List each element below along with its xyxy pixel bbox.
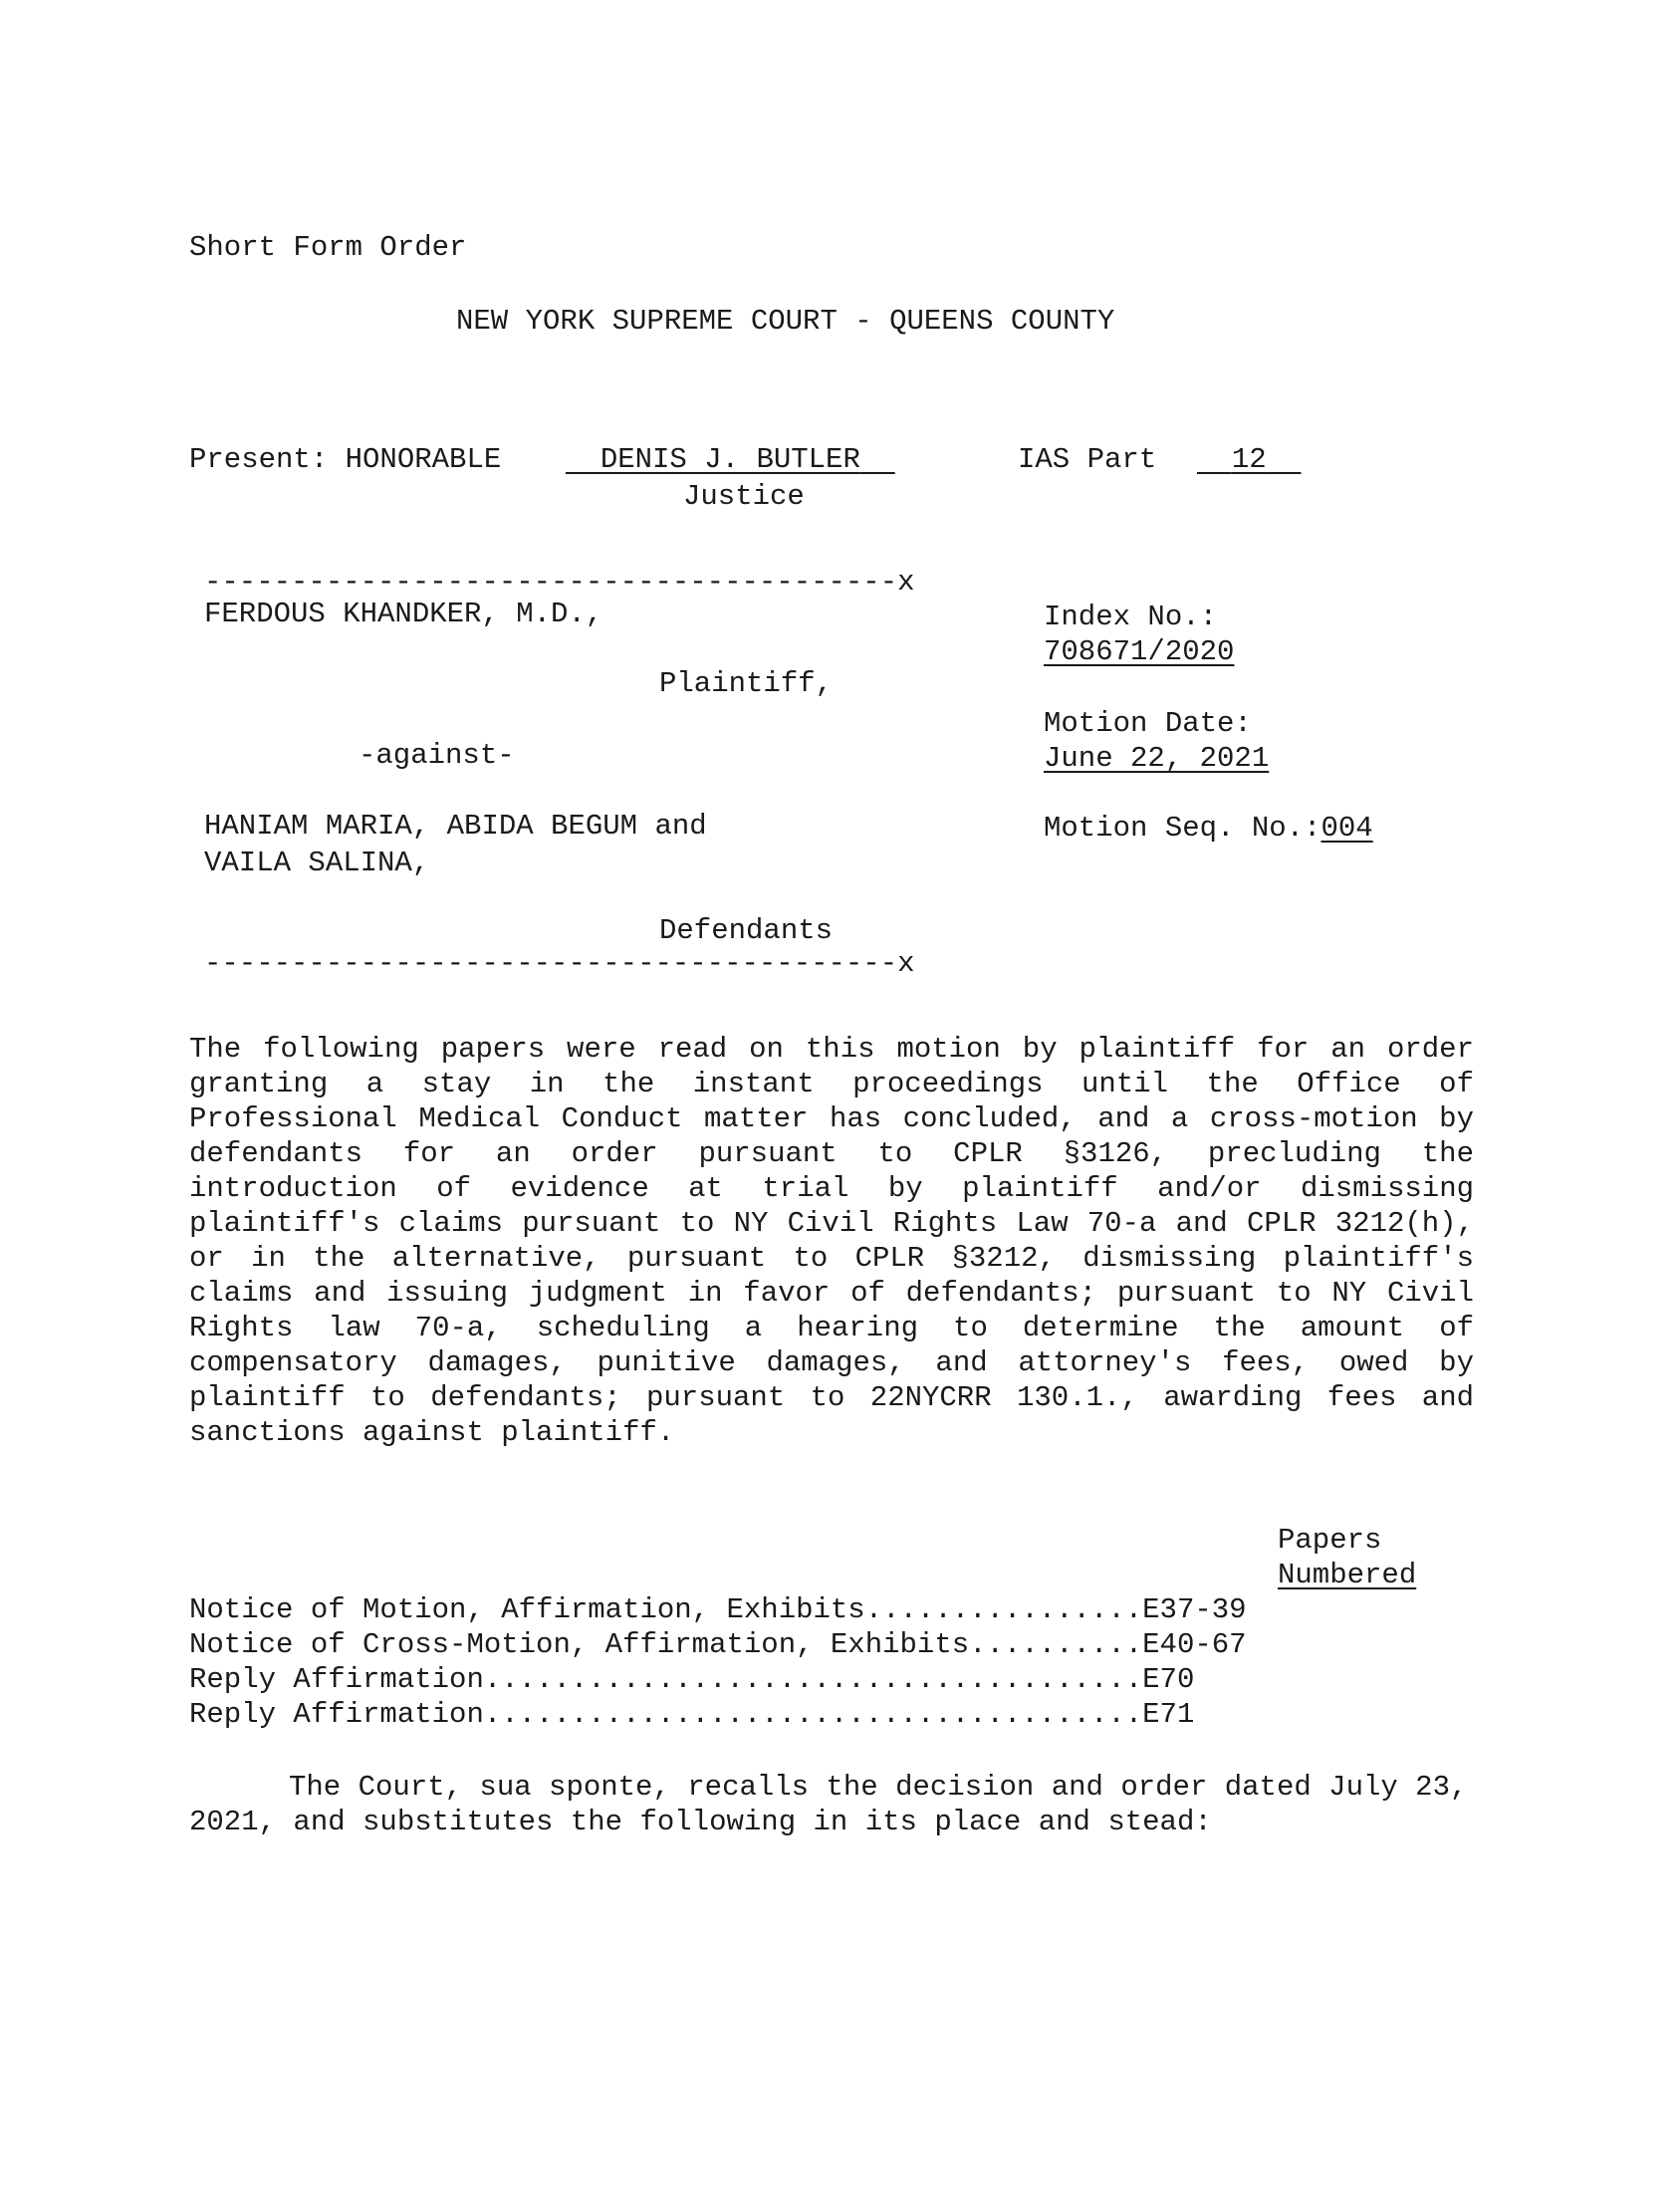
caption-rule-bottom: ----------------------------------------x — [204, 947, 915, 980]
closing-paragraph: The Court, sua sponte, recalls the decision and order dated July 23, 2021, and substitutes the following in its place and stead: — [189, 1771, 1468, 1838]
justice-name: DENIS J. BUTLER — [600, 443, 860, 476]
against-label: -against- — [359, 739, 515, 772]
present-label: Present: HONORABLE — [189, 443, 502, 476]
plaintiff-name: FERDOUS KHANDKER, M.D., — [204, 598, 603, 630]
defendants-role: Defendants — [659, 914, 834, 947]
index-number: 708671/2020 — [1044, 635, 1235, 668]
ias-part-number: 12 — [1231, 443, 1267, 476]
motion-seq — [1044, 812, 1373, 847]
court-title: NEW YORK SUPREME COURT - QUEENS COUNTY — [456, 305, 1115, 338]
papers-header: Papers — [1278, 1524, 1382, 1557]
numbered-header: Numbered — [1278, 1559, 1417, 1591]
defendants-line-2: VAILA SALINA, — [204, 847, 430, 879]
intro-paragraph: The following papers were read on this motion by plaintiff for an order granting a stay in the instant proceedings until the Office of Professional Medical Conduct matter has concluded, and a cross-motion by defendants for an order pursuant to CPLR §3126, precluding the introduction of evidence at trial by plaintiff and/or dismissing plaintiff's claims pursuant to NY Civil Rights Law 70-a and CPLR 3212(h), or in the alternative, pursuant to CPLR §3212, dismissing plaintiff's claims and issuing judgment in favor of defendants; pursuant to NY Civil Rights law 70-a, scheduling a hearing to determine the amount of compensatory damages, punitive damages, and attorney's fees, owed by plaintiff to defendants; pursuant to 22NYCRR 130.1., awarding fees and sanctions against plaintiff. — [189, 1033, 1474, 1449]
index-label: Index No.: — [1044, 601, 1218, 633]
papers-row: Notice of Motion, Affirmation, Exhibits................E37-39 — [189, 1593, 1247, 1626]
plaintiff-role: Plaintiff, — [659, 667, 834, 700]
caption-rule-top: ----------------------------------------x — [204, 566, 915, 599]
justice-title: Justice — [683, 480, 805, 513]
motion-date-label: Motion Date: — [1044, 707, 1252, 740]
papers-row: Reply Affirmation......................................E71 — [189, 1698, 1195, 1731]
motion-seq-label: Motion Seq. No.: — [1044, 812, 1321, 845]
motion-seq-number: 004 — [1320, 812, 1373, 845]
defendants-line-1: HANIAM MARIA, ABIDA BEGUM and — [204, 810, 707, 843]
papers-row: Notice of Cross-Motion, Affirmation, Exhibits..........E40-67 — [189, 1628, 1247, 1661]
ias-part-label: IAS Part — [1018, 443, 1157, 476]
papers-row: Reply Affirmation......................................E70 — [189, 1663, 1195, 1696]
motion-date-value: June 22, 2021 — [1044, 742, 1270, 775]
form-type-label: Short Form Order — [189, 231, 467, 264]
